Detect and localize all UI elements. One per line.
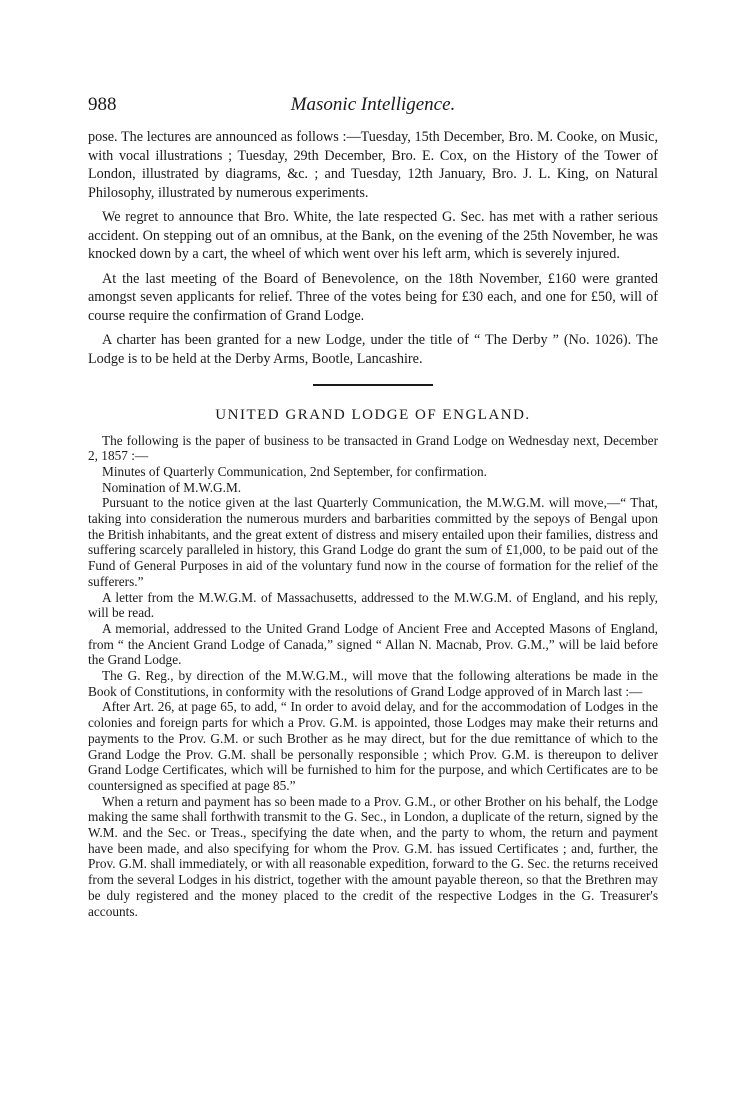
section-paragraph: The G. Reg., by direction of the M.W.G.M., will move that the following alterations be made in the Book of Constitutions, in conformity with the resolutions of Grand Lodge approved of in March last :— (88, 668, 658, 699)
section-paragraph: After Art. 26, at page 65, to add, “ In order to avoid delay, and for the accommodation of Lodges in the colonies and foreign parts for which a Prov. G.M. is appointed, those Lodges may make their returns and payments to the Prov. G.M. or such Brother as he may direct, but for the due remittance of which to the Grand Lodge the Prov. G.M. shall be personally responsible ; which Prov. G.M. is thereupon to deliver Grand Lodge Certificates, which will be furnished to him for the purpose, and which Certificates are to be countersigned as specified at page 85.” (88, 699, 658, 793)
running-title: Masonic Intelligence. (290, 94, 456, 115)
section-divider (313, 384, 433, 386)
section-paragraph: Pursuant to the notice given at the last Quarterly Communication, the M.W.G.M. will move,—“ That, taking into consideration the numerous murders and barbarities committed by the sepoys of Bengal upon the British inhabitants, and the great extent of distress and misery entailed upon their families, distress and suffering scarcely paralleled in history, this Grand Lodge do grant the sum of £1,000, to be paid out of the Fund of General Purposes in aid of the voluntary fund now in the course of formation for the relief of the sufferers.” (88, 495, 658, 589)
section-paragraph: When a return and payment has so been made to a Prov. G.M., or other Brother on his behalf, the Lodge making the same shall forthwith transmit to the G. Sec., in London, a duplicate of the return, signed by the W.M. and the Sec. or Treas., specifying the date when, and the party to whom, the return and payment have been made, and also specifying for whom the Prov. G.M. has issued Certificates ; and, further, the Prov. G.M. shall immediately, or with all reasonable expedition, forward to the G. Sec. the returns received from the several Lodges in his district, together with the amount payable thereon, so that the Brethren may be duly registered and the money placed to the credit of the respective Lodges in the G. Treasurer's accounts. (88, 793, 658, 919)
section-paragraph: Minutes of Quarterly Communication, 2nd September, for confirmation. (102, 463, 487, 479)
page-number: 988 (88, 94, 117, 115)
paragraph-benevolence: At the last meeting of the Board of Benevolence, on the 18th November, £160 were granted amongst seven applicants for relief. Three of the votes being for £30 each, and one for £50, will of course require the confirmation of Grand Lodge. (88, 270, 658, 324)
paragraph-charter: A charter has been granted for a new Lodge, under the title of “ The Derby ” (No. 1026). The Lodge is to be held at the Derby Arms, Bootle, Lancashire. (88, 332, 658, 367)
section-paragraph: A letter from the M.W.G.M. of Massachusetts, addressed to the M.W.G.M. of England, and his reply, will be read. (88, 589, 658, 621)
article-body (88, 128, 658, 919)
section-body (88, 433, 658, 920)
section-title: UNITED GRAND LODGE OF ENGLAND. (215, 407, 531, 423)
section-paragraph: Nomination of M.W.G.M. (102, 479, 242, 495)
section-paragraph: A memorial, addressed to the United Grand Lodge of Ancient Free and Accepted Masons of England, from “ the Ancient Grand Lodge of Canada,” signed “ Allan N. Macnab, Prov. G.M.,” will be laid before the Grand Lodge. (88, 620, 658, 668)
paragraph-lectures: pose. The lectures are announced as follows :—Tuesday, 15th December, Bro. M. Cooke, on Music, with vocal illustrations ; Tuesday, 29th December, Bro. E. Cox, on the History of the Tower of London, illustrated by diagrams, &c. ; and Tuesday, 12th January, Bro. J. L. King, on Natural Philosophy, illustrated by numerous experiments. (88, 129, 658, 201)
section-paragraph: The following is the paper of business to be transacted in Grand Lodge on Wednesday next, December 2, 1857 :— (88, 432, 658, 464)
page-header (88, 94, 658, 124)
paragraph-accident: We regret to announce that Bro. White, the late respected G. Sec. has met with a rather serious accident. On stepping out of an omnibus, at the Bank, on the evening of the 25th November, he was knocked down by a cart, the wheel of which went over his left arm, which is severely injured. (88, 209, 658, 262)
